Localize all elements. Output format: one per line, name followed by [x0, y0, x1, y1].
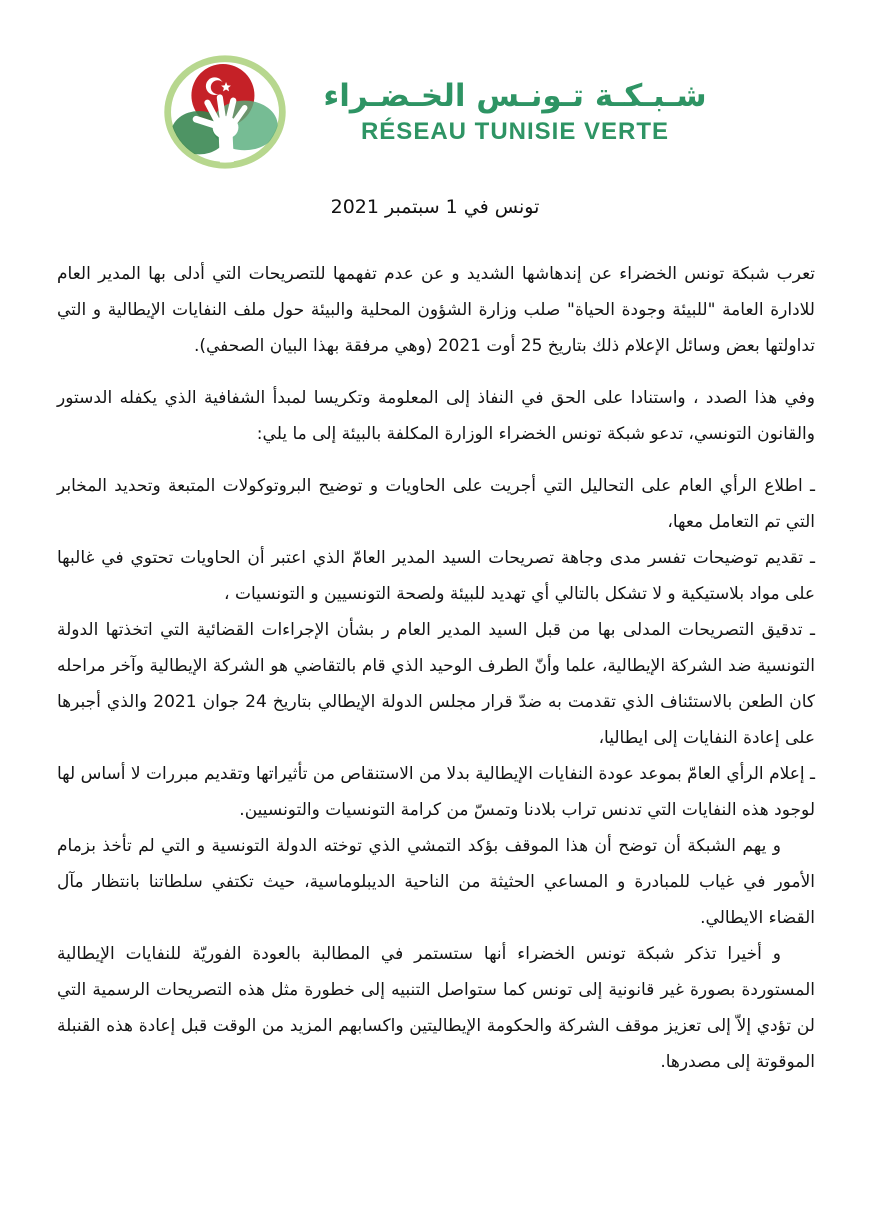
paragraph-network-position: و يهم الشبكة أن توضح أن هذا الموقف بؤكد التمشي الذي توخته الدولة التونسية و التي لم تأخذ بزمام الأمور في غياب للمبادرة و المساعي الحثيثة من الناحية الديبلوماسية، حيث تكتفي سلطاتنا بانتظار مآل القضاء الايطالي. [57, 836, 815, 928]
logo-french-name: RÉSEAU TUNISIE VERTE [360, 117, 670, 145]
tunisia-green-network-logo-icon [163, 54, 287, 170]
press-release-body [57, 256, 815, 1080]
paragraph-demands-intro: وفي هذا الصدد ، واستنادا على الحق في النفاذ إلى المعلومة وتكريسا لمبدأ الشفافية الذي يكفله الدستور والقانون التونسي، تدعو شبكة تونس الخضراء الوزارة المكلفة بالبيئة إلى ما يلي: [57, 388, 815, 444]
bullet-item-legal: ـ تدقيق التصريحات المدلى بها من قبل السيد المدير العام ر بشأن الإجراءات القضائية التي اتخذتها الدولة التونسية ضد الشركة الإيطالية، علما وأنّ الطرف الوحيد الذي قام بالتقاضي هو الشركة الإيطالية وآخر مراحله كان الطعن بالاستئناف الذي تقدمت به ضدّ قرار مجلس الدولة الإيطالي بتاريخ 24 جوان 2021 والذي أجبرها على إعادة النفايات إلى ايطاليا، [57, 620, 815, 748]
bullet-item-return-date: ـ إعلام الرأي العامّ بموعد عودة النفايات الإيطالية بدلا من الاستنقاص من تأثيراتها وتقديم مبررات لا أساس لها لوجود هذه النفايات التي تدنس تراب بلادنا وتمسّ من كرامة التونسيات والتونسيين. [57, 764, 815, 820]
logo-wordmark [323, 78, 706, 147]
paragraph-closing: و أخيرا تذكر شبكة تونس الخضراء أنها ستستمر في المطالبة بالعودة الفوريّة للنفايات الإيطالية المستوردة بصورة غير قانونية إلى تونس كما ستواصل التنبيه إلى خطورة مثل هذه التصريحات الرسمية التي لن تؤدي إلاّ إلى تعزيز موقف الشركة والحكومة الإيطاليتين واكسابهم المزيد من الوقت قبل إعادة هذه القنبلة الموقوتة إلى مصدرها. [57, 944, 815, 1072]
bullet-item-clarifications: ـ تقديم توضيحات تفسر مدى وجاهة تصريحات السيد المدير العامّ الذي اعتبر أن الحاويات تحتوي في غالبها على مواد بلاستيكية و لا تشكل بالتالي أي تهديد للبيئة ولصحة التونسيين و التونسيات ، [57, 548, 815, 604]
logo [0, 0, 870, 170]
bullet-item-analyses: ـ اطلاع الرأي العام على التحاليل التي أجريت على الحاويات و توضيح البروتوكولات المتبعة وتحديد المخابر التي تم التعامل معها، [57, 476, 815, 532]
date-line: تونس في 1 سبتمبر 2021 [330, 196, 540, 218]
logo-arabic-name: شـبـكـة تـونـس الخـضـراء [323, 77, 707, 114]
paragraph-intro: تعرب شبكة تونس الخضراء عن إندهاشها الشديد و عن عدم تفهمها للتصريحات التي أدلى بها المدير العام للادارة العامة "للبيئة وجودة الحياة" صلب وزارة الشؤون المحلية والبيئة حول ملف النفايات الإيطالية و التي تداولتها بعض وسائل الإعلام ذلك بتاريخ 25 أوت 2021 (وهي مرفقة بهذا البيان الصحفي). [57, 264, 815, 356]
